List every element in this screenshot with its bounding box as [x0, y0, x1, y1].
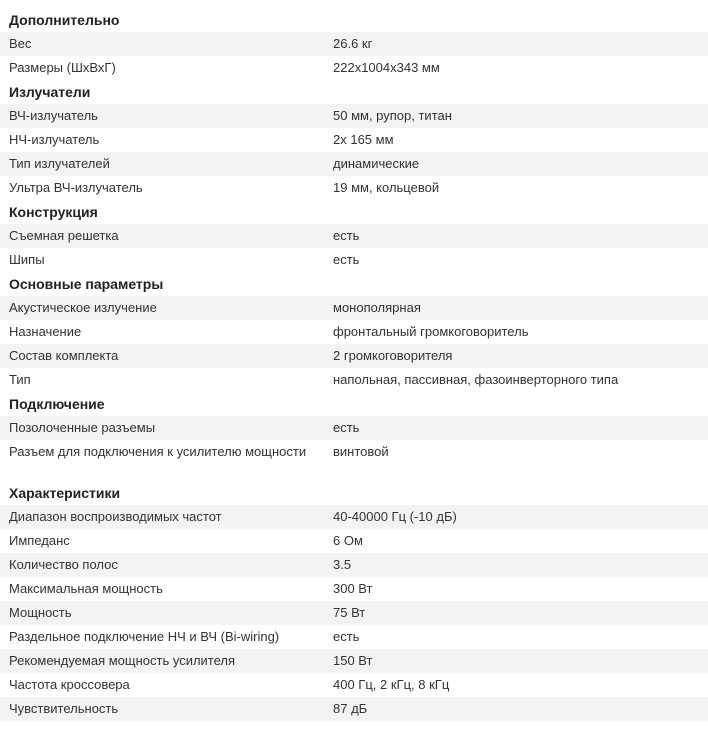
- spec-value: динамические: [333, 156, 420, 171]
- spec-label: Раздельное подключение НЧ и ВЧ (Bi-wiring): [9, 629, 280, 644]
- spec-label: Акустическое излучение: [9, 300, 157, 315]
- spec-row-amp-connector: [0, 440, 708, 481]
- spec-row-purpose: [0, 320, 708, 344]
- spec-row-gold-connectors: [0, 416, 708, 440]
- spec-value: 222x1004x343 мм: [333, 60, 440, 75]
- spec-value: 19 мм, кольцевой: [333, 180, 440, 195]
- spec-row-spikes: [0, 248, 708, 272]
- section-additional: [0, 8, 708, 80]
- section-connection: [0, 392, 708, 481]
- spec-row-power: [0, 601, 708, 625]
- spec-row-type: [0, 368, 708, 392]
- section-main-parameters: [0, 272, 708, 392]
- spec-row-removable-grille: [0, 224, 708, 248]
- spec-value: 150 Вт: [333, 653, 373, 668]
- section-construction: [0, 200, 708, 272]
- section-title: Излучатели: [9, 84, 91, 100]
- spec-label: НЧ-излучатель: [9, 132, 100, 147]
- spec-value: 6 Ом: [333, 533, 363, 548]
- spec-row-acoustic-radiation: [0, 296, 708, 320]
- spec-label: Количество полос: [9, 557, 118, 572]
- spec-row-bi-wiring: [0, 625, 708, 649]
- section-title: Конструкция: [9, 204, 98, 220]
- spec-label: Назначение: [9, 324, 82, 339]
- spec-value: есть: [333, 629, 360, 644]
- spec-label: Разъем для подключения к усилителю мощности: [9, 444, 307, 459]
- spec-label: Съемная решетка: [9, 228, 119, 243]
- spec-row-woofer: [0, 128, 708, 152]
- spec-value: 50 мм, рупор, титан: [333, 108, 452, 123]
- spec-row-weight: [0, 32, 708, 56]
- spec-row-driver-type: [0, 152, 708, 176]
- spec-value: 2х 165 мм: [333, 132, 394, 147]
- spec-label: Размеры (ШхВхГ): [9, 60, 116, 75]
- spec-label: Диапазон воспроизводимых частот: [9, 509, 222, 524]
- section-title: Подключение: [9, 396, 105, 412]
- spec-value: 300 Вт: [333, 581, 373, 596]
- spec-row-frequency-range: [0, 505, 708, 529]
- spec-label: Максимальная мощность: [9, 581, 163, 596]
- spec-row-crossover-frequency: [0, 673, 708, 697]
- spec-row-max-power: [0, 577, 708, 601]
- spec-label: Состав комплекта: [9, 348, 119, 363]
- spec-row-tweeter: [0, 104, 708, 128]
- spec-label: Тип излучателей: [9, 156, 110, 171]
- top-spacer: [0, 0, 708, 8]
- spec-row-sensitivity: [0, 697, 708, 721]
- spec-label: Чувствительность: [9, 701, 119, 716]
- spec-label: Шипы: [9, 252, 45, 267]
- spec-label: Частота кроссовера: [9, 677, 130, 692]
- spec-value: есть: [333, 420, 360, 435]
- spec-value: 3.5: [333, 557, 352, 572]
- spec-value: 26.6 кг: [333, 36, 373, 51]
- spec-value: напольная, пассивная, фазоинверторного типа: [333, 372, 619, 387]
- section-characteristics: [0, 481, 708, 721]
- section-title: Основные параметры: [9, 276, 164, 292]
- spec-row-bands: [0, 553, 708, 577]
- spec-value: 2 громкоговорителя: [333, 348, 453, 363]
- section-title: Дополнительно: [9, 12, 120, 28]
- spec-label: Вес: [9, 36, 32, 51]
- spec-value: 87 дБ: [333, 701, 368, 716]
- spec-label: Импеданс: [9, 533, 70, 548]
- spec-label: Ультра ВЧ-излучатель: [9, 180, 143, 195]
- spec-label: Позолоченные разъемы: [9, 420, 156, 435]
- spec-value: есть: [333, 252, 360, 267]
- spec-label: Рекомендуемая мощность усилителя: [9, 653, 236, 668]
- spec-value: винтовой: [333, 444, 389, 459]
- spec-label: Мощность: [9, 605, 72, 620]
- spec-label: ВЧ-излучатель: [9, 108, 98, 123]
- spec-value: 75 Вт: [333, 605, 366, 620]
- spec-row-recommended-amp-power: [0, 649, 708, 673]
- spec-row-impedance: [0, 529, 708, 553]
- spec-row-dimensions: [0, 56, 708, 80]
- spec-value: 400 Гц, 2 кГц, 8 кГц: [333, 677, 450, 692]
- spec-value: фронтальный громкоговоритель: [333, 324, 529, 339]
- spec-label: Тип: [9, 372, 31, 387]
- section-title: Характеристики: [9, 485, 121, 501]
- section-drivers: [0, 80, 708, 200]
- spec-row-super-tweeter: [0, 176, 708, 200]
- spec-row-package-contents: [0, 344, 708, 368]
- spec-value: монополярная: [333, 300, 421, 315]
- spec-value: есть: [333, 228, 360, 243]
- spec-value: 40-40000 Гц (-10 дБ): [333, 509, 457, 524]
